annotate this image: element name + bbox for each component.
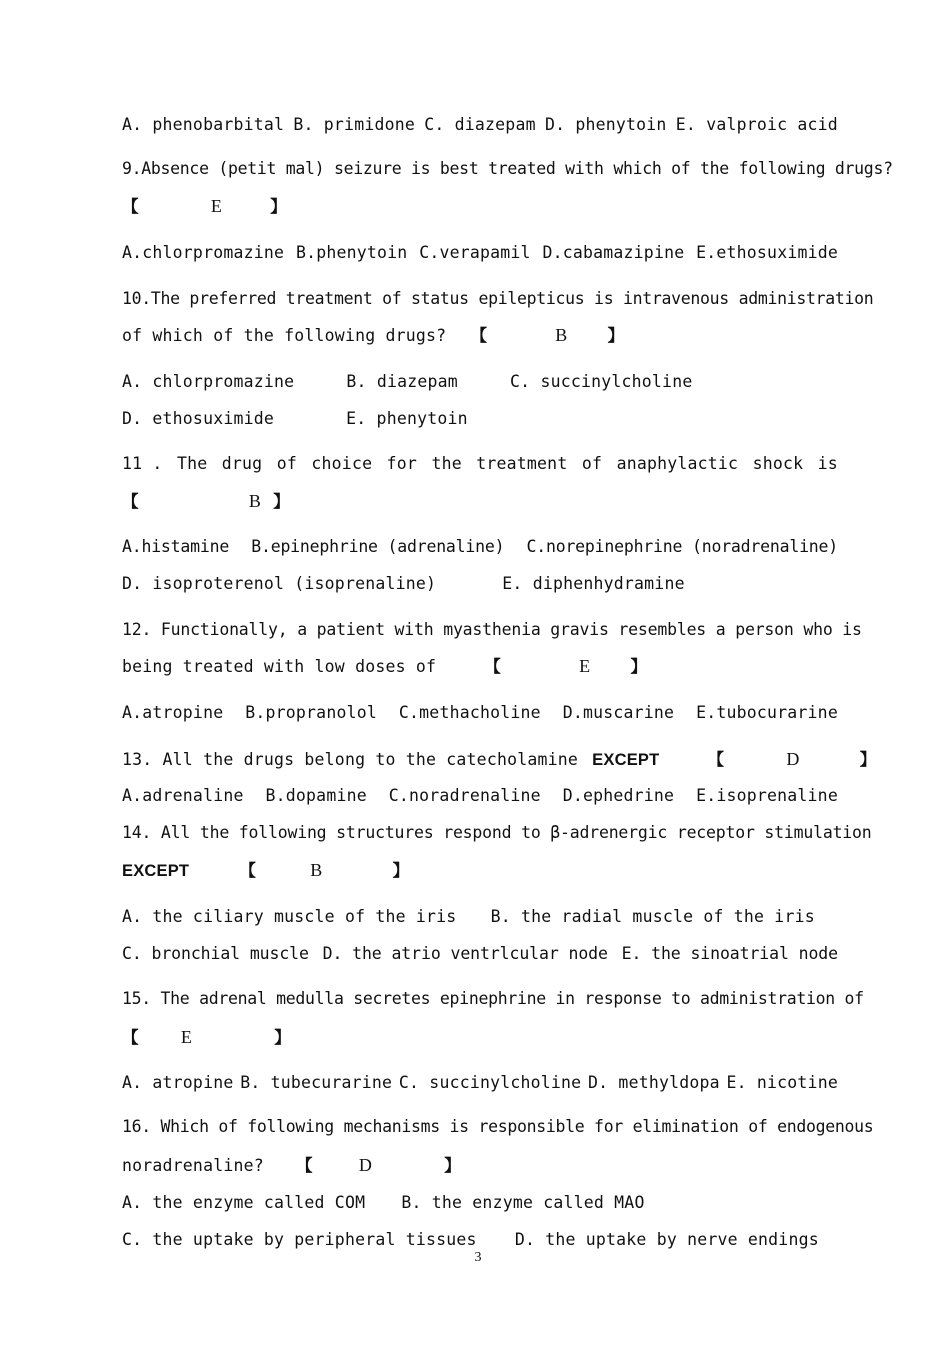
option: A. phenobarbital bbox=[122, 115, 285, 134]
option: D.muscarine bbox=[562, 703, 675, 722]
q13-options bbox=[122, 785, 838, 807]
question-13: 13. All the drugs belong to the catecholamine EXCEPT 【 D 】 bbox=[122, 749, 877, 769]
question-15: 15. The adrenal medulla secretes epinephrine in response to administration of bbox=[122, 989, 864, 1008]
except-label: EXCEPT bbox=[122, 862, 190, 880]
option: B. primidone bbox=[293, 115, 415, 134]
option: C. succinylcholine bbox=[398, 1073, 582, 1092]
q12-options bbox=[122, 702, 838, 724]
option: C.verapamil bbox=[419, 243, 531, 262]
option: C. the uptake by peripheral tissues bbox=[122, 1230, 477, 1249]
option: D. phenytoin bbox=[544, 115, 667, 134]
answer-letter: B bbox=[310, 860, 323, 880]
option: E.isoprenaline bbox=[696, 786, 838, 805]
page-number: 3 bbox=[474, 1250, 482, 1265]
option: A.chlorpromazine bbox=[122, 243, 285, 262]
option: A. the ciliary muscle of the iris bbox=[122, 907, 457, 926]
option: C. bronchial muscle bbox=[122, 944, 309, 963]
answer-letter: E bbox=[210, 196, 223, 216]
option: A. chlorpromazine bbox=[122, 372, 295, 391]
question-16: 16. Which of following mechanisms is responsible for elimination of endogenous bbox=[122, 1117, 874, 1136]
option: E. phenytoin bbox=[346, 409, 468, 428]
question-14-cont: EXCEPT 【 B 】 bbox=[122, 860, 410, 880]
q16-options-1 bbox=[122, 1192, 838, 1214]
option: E. diphenhydramine bbox=[502, 574, 685, 593]
q10-options-1 bbox=[122, 371, 838, 393]
option: B.propranolol bbox=[245, 703, 377, 722]
answer-15: 【 E 】 bbox=[122, 1027, 291, 1047]
question-12-cont: being treated with low doses of 【 E 】 bbox=[122, 656, 648, 676]
q15-options bbox=[122, 1072, 838, 1094]
option: B. tubecurarine bbox=[240, 1073, 393, 1092]
option: E.ethosuximide bbox=[696, 243, 838, 262]
q8-options bbox=[122, 114, 838, 136]
q14-options-1 bbox=[122, 906, 838, 928]
answer-11: 【 B 】 bbox=[122, 491, 290, 511]
question-11: 11 . The drug of choice for the treatment of anaphylactic shock is bbox=[122, 454, 838, 473]
option: E. valproic acid bbox=[675, 115, 838, 134]
option: C. succinylcholine bbox=[510, 372, 693, 391]
option: A.adrenaline bbox=[122, 786, 244, 805]
option: D.ephedrine bbox=[562, 786, 675, 805]
option: D. the uptake by nerve endings bbox=[514, 1230, 819, 1249]
option: C.norepinephrine (noradrenaline) bbox=[526, 537, 838, 556]
option: B. diazepam bbox=[346, 372, 458, 391]
option: B.epinephrine (adrenaline) bbox=[251, 537, 505, 556]
question-16-cont: noradrenaline? 【 D 】 bbox=[122, 1155, 461, 1175]
option: C.noradrenaline bbox=[388, 786, 541, 805]
q14-options-2 bbox=[122, 943, 838, 965]
answer-letter: D bbox=[786, 749, 800, 769]
option: D.cabamazipine bbox=[542, 243, 685, 262]
option: B. the enzyme called MAO bbox=[401, 1193, 645, 1212]
option: E.tubocurarine bbox=[696, 703, 838, 722]
question-14: 14. All the following structures respond to β-adrenergic receptor stimulation bbox=[122, 823, 872, 842]
answer-letter: B bbox=[555, 325, 568, 345]
option: A. the enzyme called COM bbox=[122, 1193, 366, 1212]
answer-letter: B bbox=[248, 491, 262, 511]
option: D. the atrio ventrlcular node bbox=[322, 944, 608, 963]
q11-options-2 bbox=[122, 573, 838, 595]
q9-options bbox=[122, 242, 838, 264]
option: C.methacholine bbox=[398, 703, 541, 722]
option: E. the sinoatrial node bbox=[621, 944, 838, 963]
question-10-cont: of which of the following drugs? 【 B 】 bbox=[122, 325, 625, 345]
q10-options-2 bbox=[122, 408, 838, 430]
option: C. diazepam bbox=[424, 115, 536, 134]
option: D. methyldopa bbox=[588, 1073, 720, 1092]
q16-options-2 bbox=[122, 1229, 838, 1251]
option: A.histamine bbox=[122, 537, 230, 556]
option: B. the radial muscle of the iris bbox=[490, 907, 815, 926]
answer-letter: E bbox=[180, 1027, 193, 1047]
question-10: 10.The preferred treatment of status epilepticus is intravenous administration bbox=[122, 289, 874, 308]
option: E. nicotine bbox=[726, 1073, 838, 1092]
answer-9: 【 E 】 bbox=[122, 196, 287, 216]
question-12: 12. Functionally, a patient with myasthenia gravis resembles a person who is bbox=[122, 620, 862, 639]
except-label: EXCEPT bbox=[592, 751, 660, 769]
answer-letter: D bbox=[358, 1155, 373, 1175]
option: D. ethosuximide bbox=[122, 409, 275, 428]
option: D. isoproterenol (isoprenaline) bbox=[122, 574, 437, 593]
question-9: 9.Absence (petit mal) seizure is best treated with which of the following drugs? bbox=[122, 159, 893, 178]
option: A. atropine bbox=[122, 1073, 234, 1092]
answer-letter: E bbox=[579, 656, 591, 676]
option: B.phenytoin bbox=[295, 243, 408, 262]
q11-options-1 bbox=[122, 536, 838, 558]
option: A.atropine bbox=[122, 703, 224, 722]
option: B.dopamine bbox=[265, 786, 367, 805]
